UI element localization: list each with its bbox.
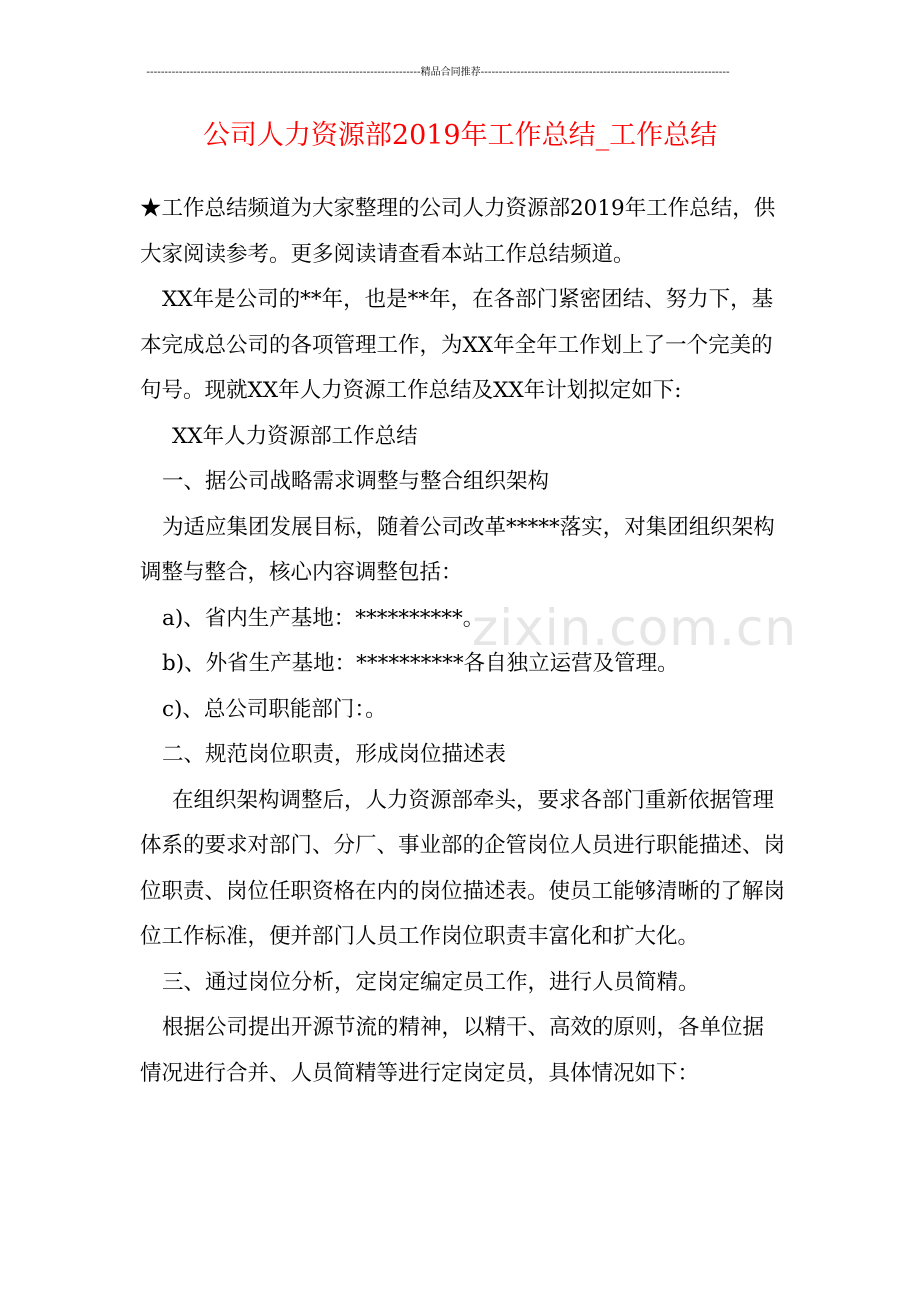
list-item-a: a)、省内生产基地：**********。 — [162, 605, 485, 631]
intro-paragraph: ★工作总结频道为大家整理的公司人力资源部2019年工作总结，供大家阅读参考。更多阅读请查看本站工作总结频道。 — [140, 196, 776, 267]
document-title: 公司人力资源部2019年工作总结_工作总结 — [202, 120, 718, 151]
body-paragraph: 根据公司提出开源节流的精神，以精干、高效的原则，各单位据情况进行合并、人员简精等进行定岗定员，具体情况如下： — [140, 1015, 765, 1086]
item-heading-1: 一、据公司战略需求调整与整合组织架构 — [162, 469, 550, 494]
list-item-b: b)、外省生产基地：**********各自独立运营及管理。 — [162, 651, 679, 676]
document-body — [140, 186, 785, 1096]
body-paragraph: 在组织架构调整后，人力资源部牵头，要求各部门重新依据管理体系的要求对部门、分厂、事业部的企管岗位人员进行职能描述、岗位职责、岗位任职资格在内的岗位描述表。使员工能够清晰的了解岗位工作标准，便并部门人员工作岗位职责丰富化和扩大化。 — [140, 787, 786, 949]
summary-paragraph: XX年是公司的**年，也是**年，在各部门紧密团结、努力下，基本完成总公司的各项管理工作，为XX年全年工作划上了一个完美的句号。现就XX年人力资源工作总结及XX年计划拟定如下: — [140, 287, 774, 403]
watermark: zixin.com.cn — [472, 599, 798, 657]
item-heading-3: 三、通过岗位分析，定岗定编定员工作，进行人员简精。 — [162, 969, 700, 995]
section-heading: XX年人力资源部工作总结 — [172, 423, 418, 449]
page-header-divider: ----------------------------------------------------------------------------精品合同推荐--------------------------------------------------------------------- — [146, 67, 730, 78]
body-paragraph: 为适应集团发展目标，随着公司改革*****落实，对集团组织架构调整与整合，核心内容调整包括： — [140, 514, 775, 585]
list-item-c: c)、总公司职能部门：。 — [162, 696, 387, 722]
item-heading-2: 二、规范岗位职责，形成岗位描述表 — [162, 742, 507, 767]
